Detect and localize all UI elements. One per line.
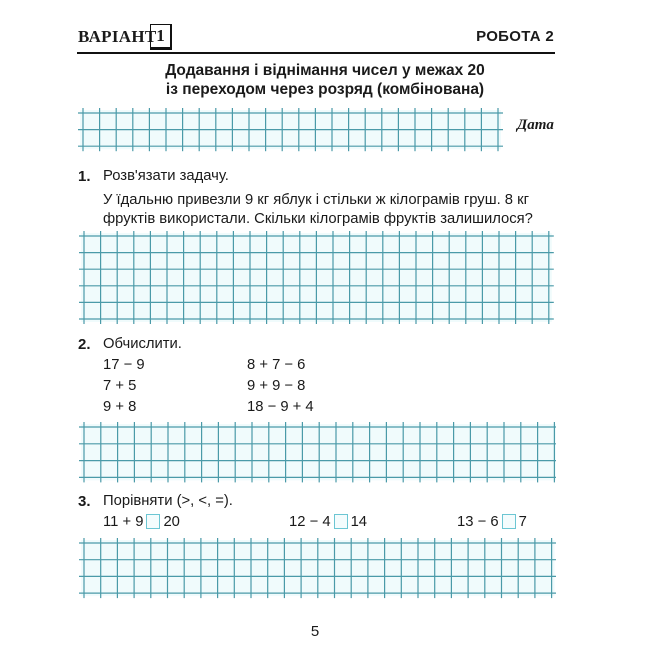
task-3-number: 3. [78,493,91,510]
task-2-answer-grid[interactable] [76,420,556,485]
comparison-answer-box[interactable] [334,514,348,529]
comparison-answer-box[interactable] [146,514,160,529]
task-2-expression: 9 + 9 − 8 [247,378,306,394]
header-rule [77,52,555,54]
task-1-heading: Розв'язати задачу. [103,168,229,184]
comparison-left: 11 + 9 [103,514,144,530]
comparison-answer-box[interactable] [502,514,516,529]
page-number: 5 [310,623,320,640]
task-2-number: 2. [78,336,91,353]
task-2-heading: Обчислити. [103,336,182,352]
task-2-expression: 18 − 9 + 4 [247,399,314,415]
variant-number-box: 1 [150,24,172,50]
comparison-left: 13 − 6 [457,514,499,530]
task-2-expression: 9 + 8 [103,399,137,415]
task-2-expression: 8 + 7 − 6 [247,357,306,373]
page-title-line-1: Додавання і віднімання чисел у межах 20 [165,62,485,79]
comparison-item [103,514,180,530]
task-3-heading: Порівняти (>, <, =). [103,493,233,509]
comparison-left: 12 − 4 [289,514,331,530]
work-label: РОБОТА 2 [476,28,554,45]
comparison-item [289,514,367,530]
comparison-item [457,514,527,530]
comparison-right: 14 [350,514,368,530]
task-2-expression: 17 − 9 [103,357,145,373]
date-writing-grid[interactable] [76,108,506,152]
task-1-text-line-2: фруктів використали. Скільки кілограмів фруктів залишилося? [103,211,533,227]
task-3-answer-grid[interactable] [76,536,556,600]
comparison-right: 7 [518,514,527,530]
task-1-answer-grid[interactable] [76,230,556,326]
task-2-expression: 7 + 5 [103,378,137,394]
page-title-line-2: із переходом через розряд (комбінована) [165,81,485,98]
task-1-text-line-1: У їдальню привезли 9 кг яблук і стільки ж кілограмів груш. 8 кг [103,192,530,208]
comparison-right: 20 [163,514,180,530]
variant-label: ВАРІАНТ [78,27,157,46]
task-1-number: 1. [78,168,91,185]
grid-background [81,424,556,480]
date-label: Дата [517,117,554,133]
